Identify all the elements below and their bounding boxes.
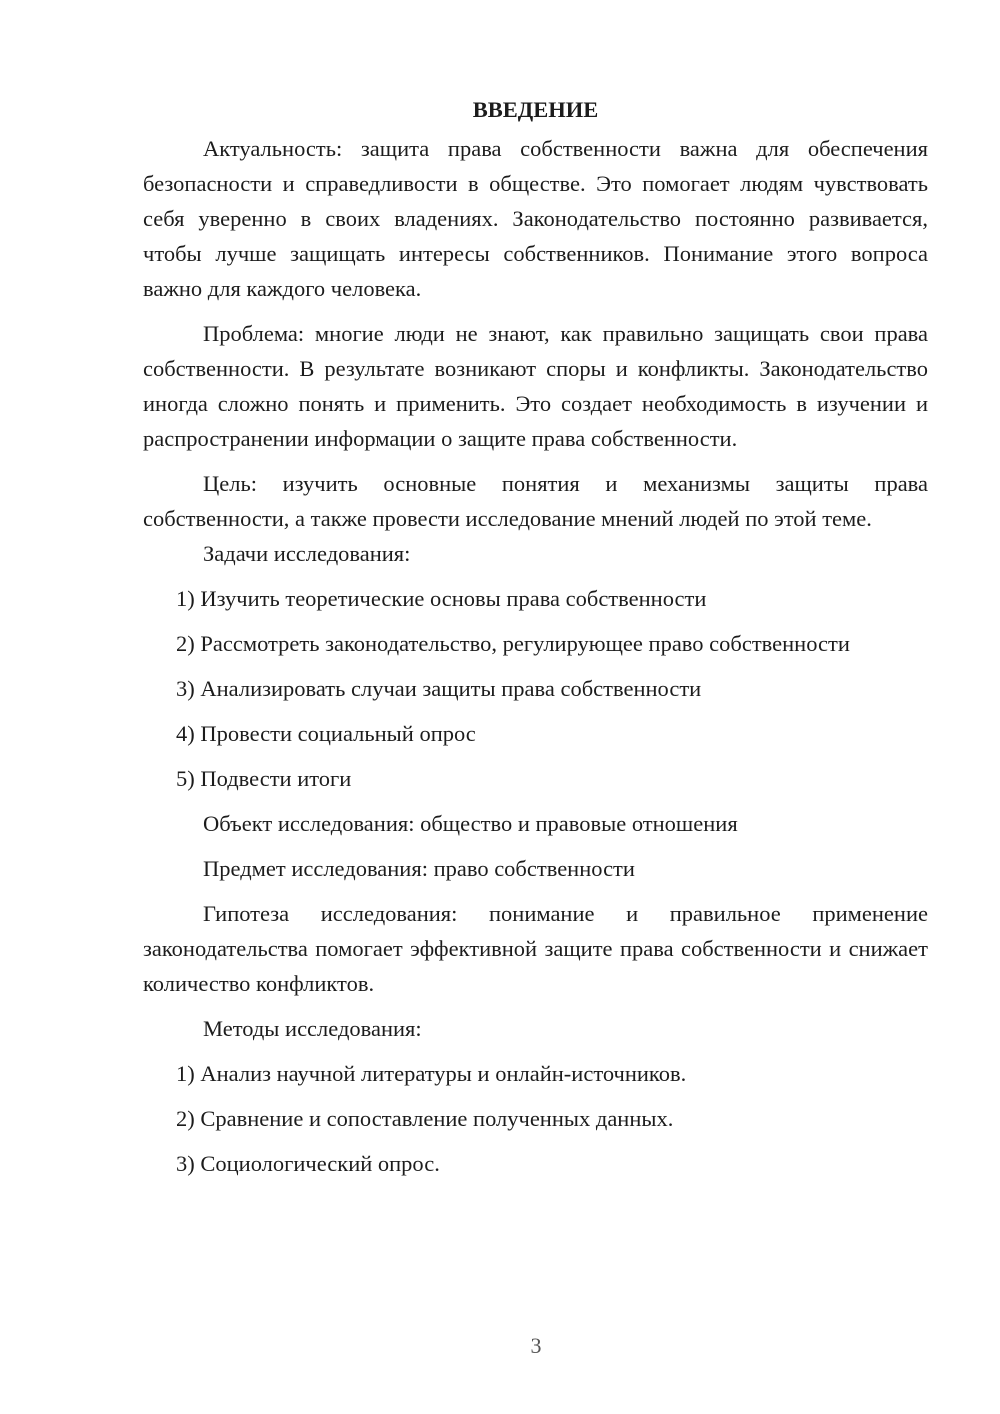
object-line: Объект исследования: общество и правовые отношения: [203, 811, 738, 836]
section-heading: ВВЕДЕНИЕ: [472, 97, 599, 122]
goal-paragraph: Цель: изучить основные понятия и механизмы защиты права собственности, а также провести исследование мнений людей по этой теме.: [143, 471, 928, 531]
list-item: 2) Рассмотреть законодательство, регулирующее право собственности: [176, 631, 850, 656]
list-item: 4) Провести социальный опрос: [176, 721, 476, 746]
list-item: 3) Социологический опрос.: [176, 1151, 440, 1176]
methods-label: Методы исследования:: [203, 1016, 422, 1041]
list-item: 1) Анализ научной литературы и онлайн-источников.: [176, 1061, 687, 1086]
problem-paragraph: Проблема: многие люди не знают, как правильно защищать свои права собственности. В результате возникают споры и конфликты. Законодательство иногда сложно понять и применить. Это создает необходимость в изучении и распространении информации о защите права собственности.: [143, 321, 928, 451]
tasks-label: Задачи исследования:: [203, 541, 411, 566]
methods-list: [143, 1056, 928, 1181]
page-number: 3: [530, 1333, 542, 1358]
list-item: 2) Сравнение и сопоставление полученных данных.: [176, 1106, 674, 1131]
list-item: 5) Подвести итоги: [176, 766, 352, 791]
tasks-list: [143, 581, 928, 796]
document-page: [143, 92, 928, 1181]
list-item: 1) Изучить теоретические основы права собственности: [176, 586, 707, 611]
relevance-paragraph: Актуальность: защита права собственности важна для обеспечения безопасности и справедливости в обществе. Это помогает людям чувствовать себя уверенно в своих владениях. Законодательство постоянно развивается, чтобы лучше защищать интересы собственников. Понимание этого вопроса важно для каждого человека.: [143, 136, 928, 301]
list-item: 3) Анализировать случаи защиты права собственности: [176, 676, 702, 701]
hypothesis-paragraph: Гипотеза исследования: понимание и правильное применение законодательства помогает эффективной защите права собственности и снижает количество конфликтов.: [143, 901, 928, 996]
subject-line: Предмет исследования: право собственности: [203, 856, 635, 881]
